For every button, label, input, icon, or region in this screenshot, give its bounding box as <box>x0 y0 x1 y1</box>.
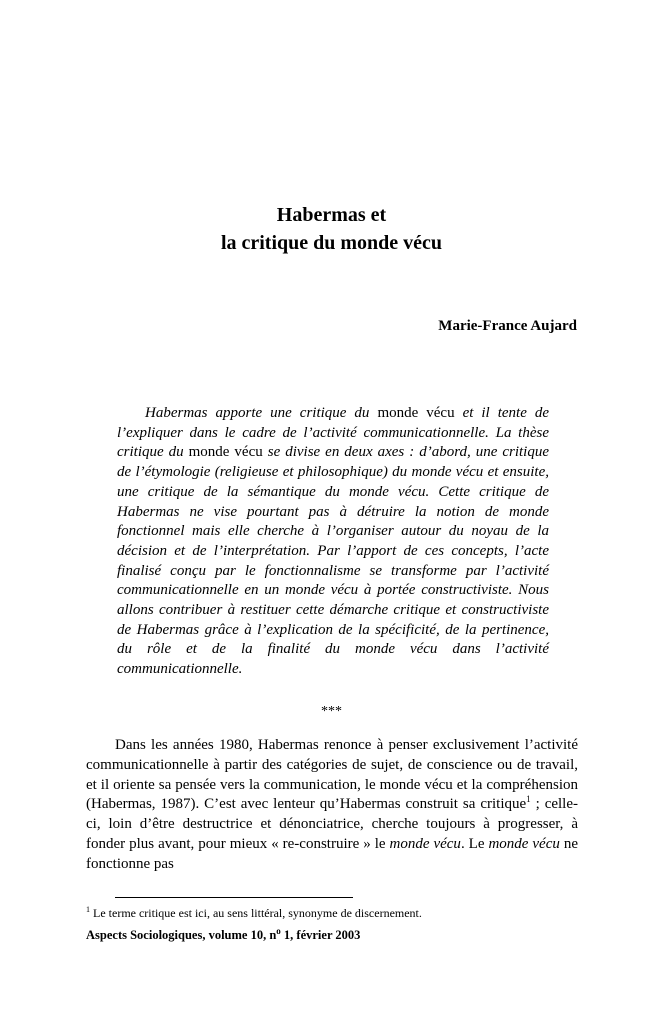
journal-citation-a: Aspects Sociologiques, volume 10, n <box>86 928 277 942</box>
abstract-text-a: Habermas apporte une critique du <box>145 405 378 421</box>
body-text-3: . Le <box>460 835 489 852</box>
abstract-text-c: et il tente de l’expliquer dans le cadre de l’activité communicationnelle. La thèse critique du <box>117 405 550 461</box>
body-term-monde-vecu-2: monde vécu <box>488 835 560 852</box>
abstract-text-e: se divise en deux axes : d’abord, une critique de l’étymologie (religieuse et philosophique) du monde vécu et ensuite, une critique de la sémantique du monde vécu. Cette critique de Habermas ne vise pourtant pas à détruire la notion de monde fonctionnel mais elle cherche à l’organiser autour du noyau de la décision et de l’interprétation. Par l’apport de ces concepts, l’acte finalisé conçu par le fonctionnalisme se transforme par l’activité communicationnelle en un monde vécu à portée constructiviste. Nous allons contribuer à restituer cette démarche critique et constructiviste de Habermas grâce à l’explication de la spécificité, de la pertinence, du rôle et de la finalité du monde vécu dans l’activité communicationnelle. <box>117 444 550 678</box>
footnote-text: Le terme critique est ici, au sens littéral, synonyme de discernement. <box>90 906 422 920</box>
body-paragraph <box>86 736 578 875</box>
body-term-monde-vecu: monde vécu <box>389 835 461 852</box>
abstract-term-monde-vecu-2: monde vécu <box>188 444 263 461</box>
body-text <box>86 736 578 875</box>
body-text-4: ne fonctionne pas <box>86 835 578 872</box>
author-name: Marie-France Aujard <box>438 318 577 334</box>
body-text-2: ; celle-ci, loin d’être destructrice et dénonciatrice, cherche toujours à progresser, à fonder plus avant, pour mieux « re-construire » le <box>86 796 578 852</box>
journal-number-superscript: o <box>276 925 281 936</box>
journal-citation <box>86 925 361 943</box>
abstract-paragraph <box>117 404 549 680</box>
journal-citation-b: 1, février 2003 <box>280 928 361 942</box>
abstract-term-monde-vecu: monde vécu <box>377 405 455 421</box>
footnote <box>86 906 422 921</box>
article-title-line-1: Habermas et <box>276 204 387 226</box>
footnote-reference[interactable]: 1 <box>526 794 531 805</box>
section-separator: *** <box>321 704 342 719</box>
footnote-number: 1 <box>86 905 90 914</box>
abstract <box>117 404 549 680</box>
footnote-divider <box>115 897 353 898</box>
body-text-1: Dans les années 1980, Habermas renonce à penser exclusivement l’activité communicationnelle à partir des catégories de sujet, de conscience ou de travail, et il oriente sa pensée vers la communication, le monde vécu et la compréhension (Habermas, 1987). C’est avec lenteur qu’Habermas construit sa critique <box>86 737 578 813</box>
article-title-line-2: la critique du monde vécu <box>220 232 443 254</box>
